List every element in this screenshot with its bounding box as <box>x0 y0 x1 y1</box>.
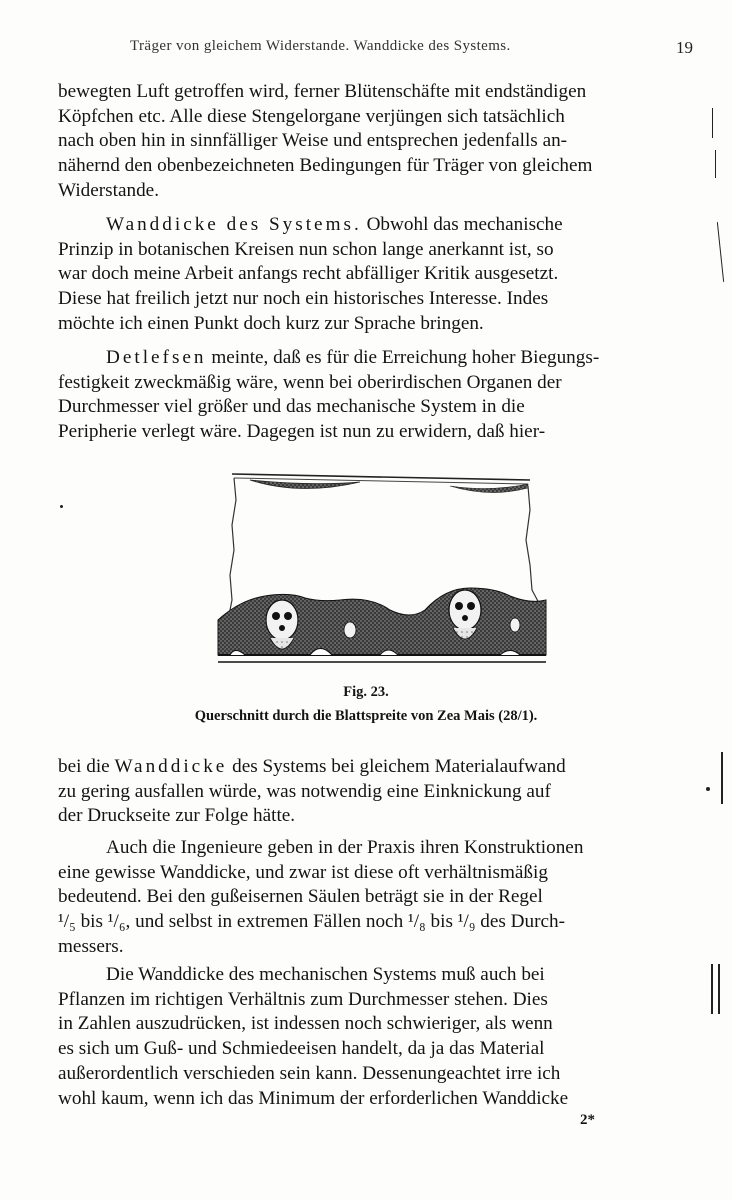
text-line: eine gewisse Wanddicke, und zwar ist diese oft verhältnismäßig <box>58 861 548 883</box>
paragraph-4 <box>58 755 698 829</box>
text-line <box>58 213 698 238</box>
leaf-cross-section-figure <box>210 470 554 670</box>
spaced-name: Detlefsen <box>106 347 207 368</box>
text-line: festigkeit zweckmäßig wäre, wenn bei oberirdischen Organen der <box>58 371 562 393</box>
signature-mark: 2* <box>580 1112 595 1128</box>
text-line: es sich um Guß- und Schmiedeeisen handelt, da ja das Material <box>58 1038 545 1060</box>
text-line <box>58 755 698 780</box>
text-line: ¹/₅ bis ¹/₆, und selbst in extremen Fällen noch ¹/₈ bis ¹/₉ des Durch- <box>58 911 565 933</box>
text-fragment: meinte, daß es für die Erreichung hoher Biegungs- <box>206 347 600 368</box>
text-line: Pflanzen im richtigen Verhältnis zum Durchmesser stehen. Dies <box>58 988 548 1010</box>
text-line: außerordentlich verschieden sein kann. Dessenungeachtet irre ich <box>58 1062 561 1084</box>
margin-mark <box>718 964 720 1014</box>
text-line: zu gering ausfallen würde, was notwendig eine Einknickung auf <box>58 780 551 802</box>
paragraph-3 <box>58 346 698 445</box>
paragraph-2 <box>58 213 698 337</box>
margin-mark <box>712 108 713 138</box>
spaced-term: Wanddicke <box>114 756 228 777</box>
figure-caption: Querschnitt durch die Blattspreite von Zea Mais (28/1). <box>194 708 538 724</box>
text-fragment: bei die <box>58 756 115 777</box>
figure-label: Fig. 23. <box>343 684 389 700</box>
text-line: bewegten Luft getroffen wird, ferner Blütenschäfte mit endständigen <box>58 81 587 102</box>
text-line: Widerstande. <box>58 179 159 201</box>
paragraph-6 <box>58 963 698 1111</box>
text-line: Diese hat freilich jetzt nur noch ein historisches Interesse. Indes <box>58 288 549 310</box>
text-line: der Druckseite zur Folge hätte. <box>58 805 296 827</box>
text-line: nähernd den obenbezeichneten Bedingungen für Träger von gleichem <box>58 155 593 177</box>
text-fragment: des Systems bei gleichem Materialaufwand <box>227 756 566 777</box>
running-head <box>0 38 732 60</box>
paragraph-5 <box>58 836 698 960</box>
text-line: Durchmesser viel größer und das mechanische System in die <box>58 396 525 418</box>
spaced-heading: Wanddicke des Systems. <box>106 214 362 235</box>
page-number: 19 <box>676 38 693 57</box>
upper-epidermis <box>232 474 530 493</box>
margin-mark <box>717 222 724 282</box>
text-line: nach oben hin in sinnfälliger Weise und entsprechen jedenfalls an- <box>58 130 568 152</box>
margin-mark <box>711 964 713 1014</box>
text-line: messers. <box>58 935 124 957</box>
text-line: in Zahlen auszudrücken, ist indessen noch schwieriger, als wenn <box>58 1013 553 1035</box>
text-fragment: Obwohl das mechanische <box>361 214 563 235</box>
running-title: Träger von gleichem Widerstande. Wanddicke des Systems. <box>130 38 511 54</box>
margin-mark <box>715 150 716 178</box>
text-line: Köpfchen etc. Alle diese Stengelorgane verjüngen sich tatsächlich <box>58 105 565 127</box>
margin-dot <box>706 787 710 791</box>
text-line: bedeutend. Bei den gußeisernen Säulen beträgt sie in der Regel <box>58 886 543 908</box>
margin-mark <box>721 752 723 804</box>
text-line: wohl kaum, wenn ich das Minimum der erforderlichen Wanddicke <box>58 1087 569 1109</box>
text-line: Prinzip in botanischen Kreisen nun schon lange anerkannt ist, so <box>58 238 554 260</box>
text-line: Die Wanddicke des mechanischen Systems muß auch bei <box>106 964 545 985</box>
margin-dot <box>60 505 63 508</box>
text-line: war doch meine Arbeit anfangs recht abfälliger Kritik ausgesetzt. <box>58 263 559 285</box>
text-line <box>58 346 698 371</box>
text-line: Auch die Ingenieure geben in der Praxis ihren Konstruktionen <box>106 837 584 858</box>
text-line: Peripherie verlegt wäre. Dagegen ist nun zu erwidern, daß hier- <box>58 421 546 443</box>
text-line: möchte ich einen Punkt doch kurz zur Sprache bringen. <box>58 312 484 334</box>
paragraph-1 <box>58 80 698 204</box>
